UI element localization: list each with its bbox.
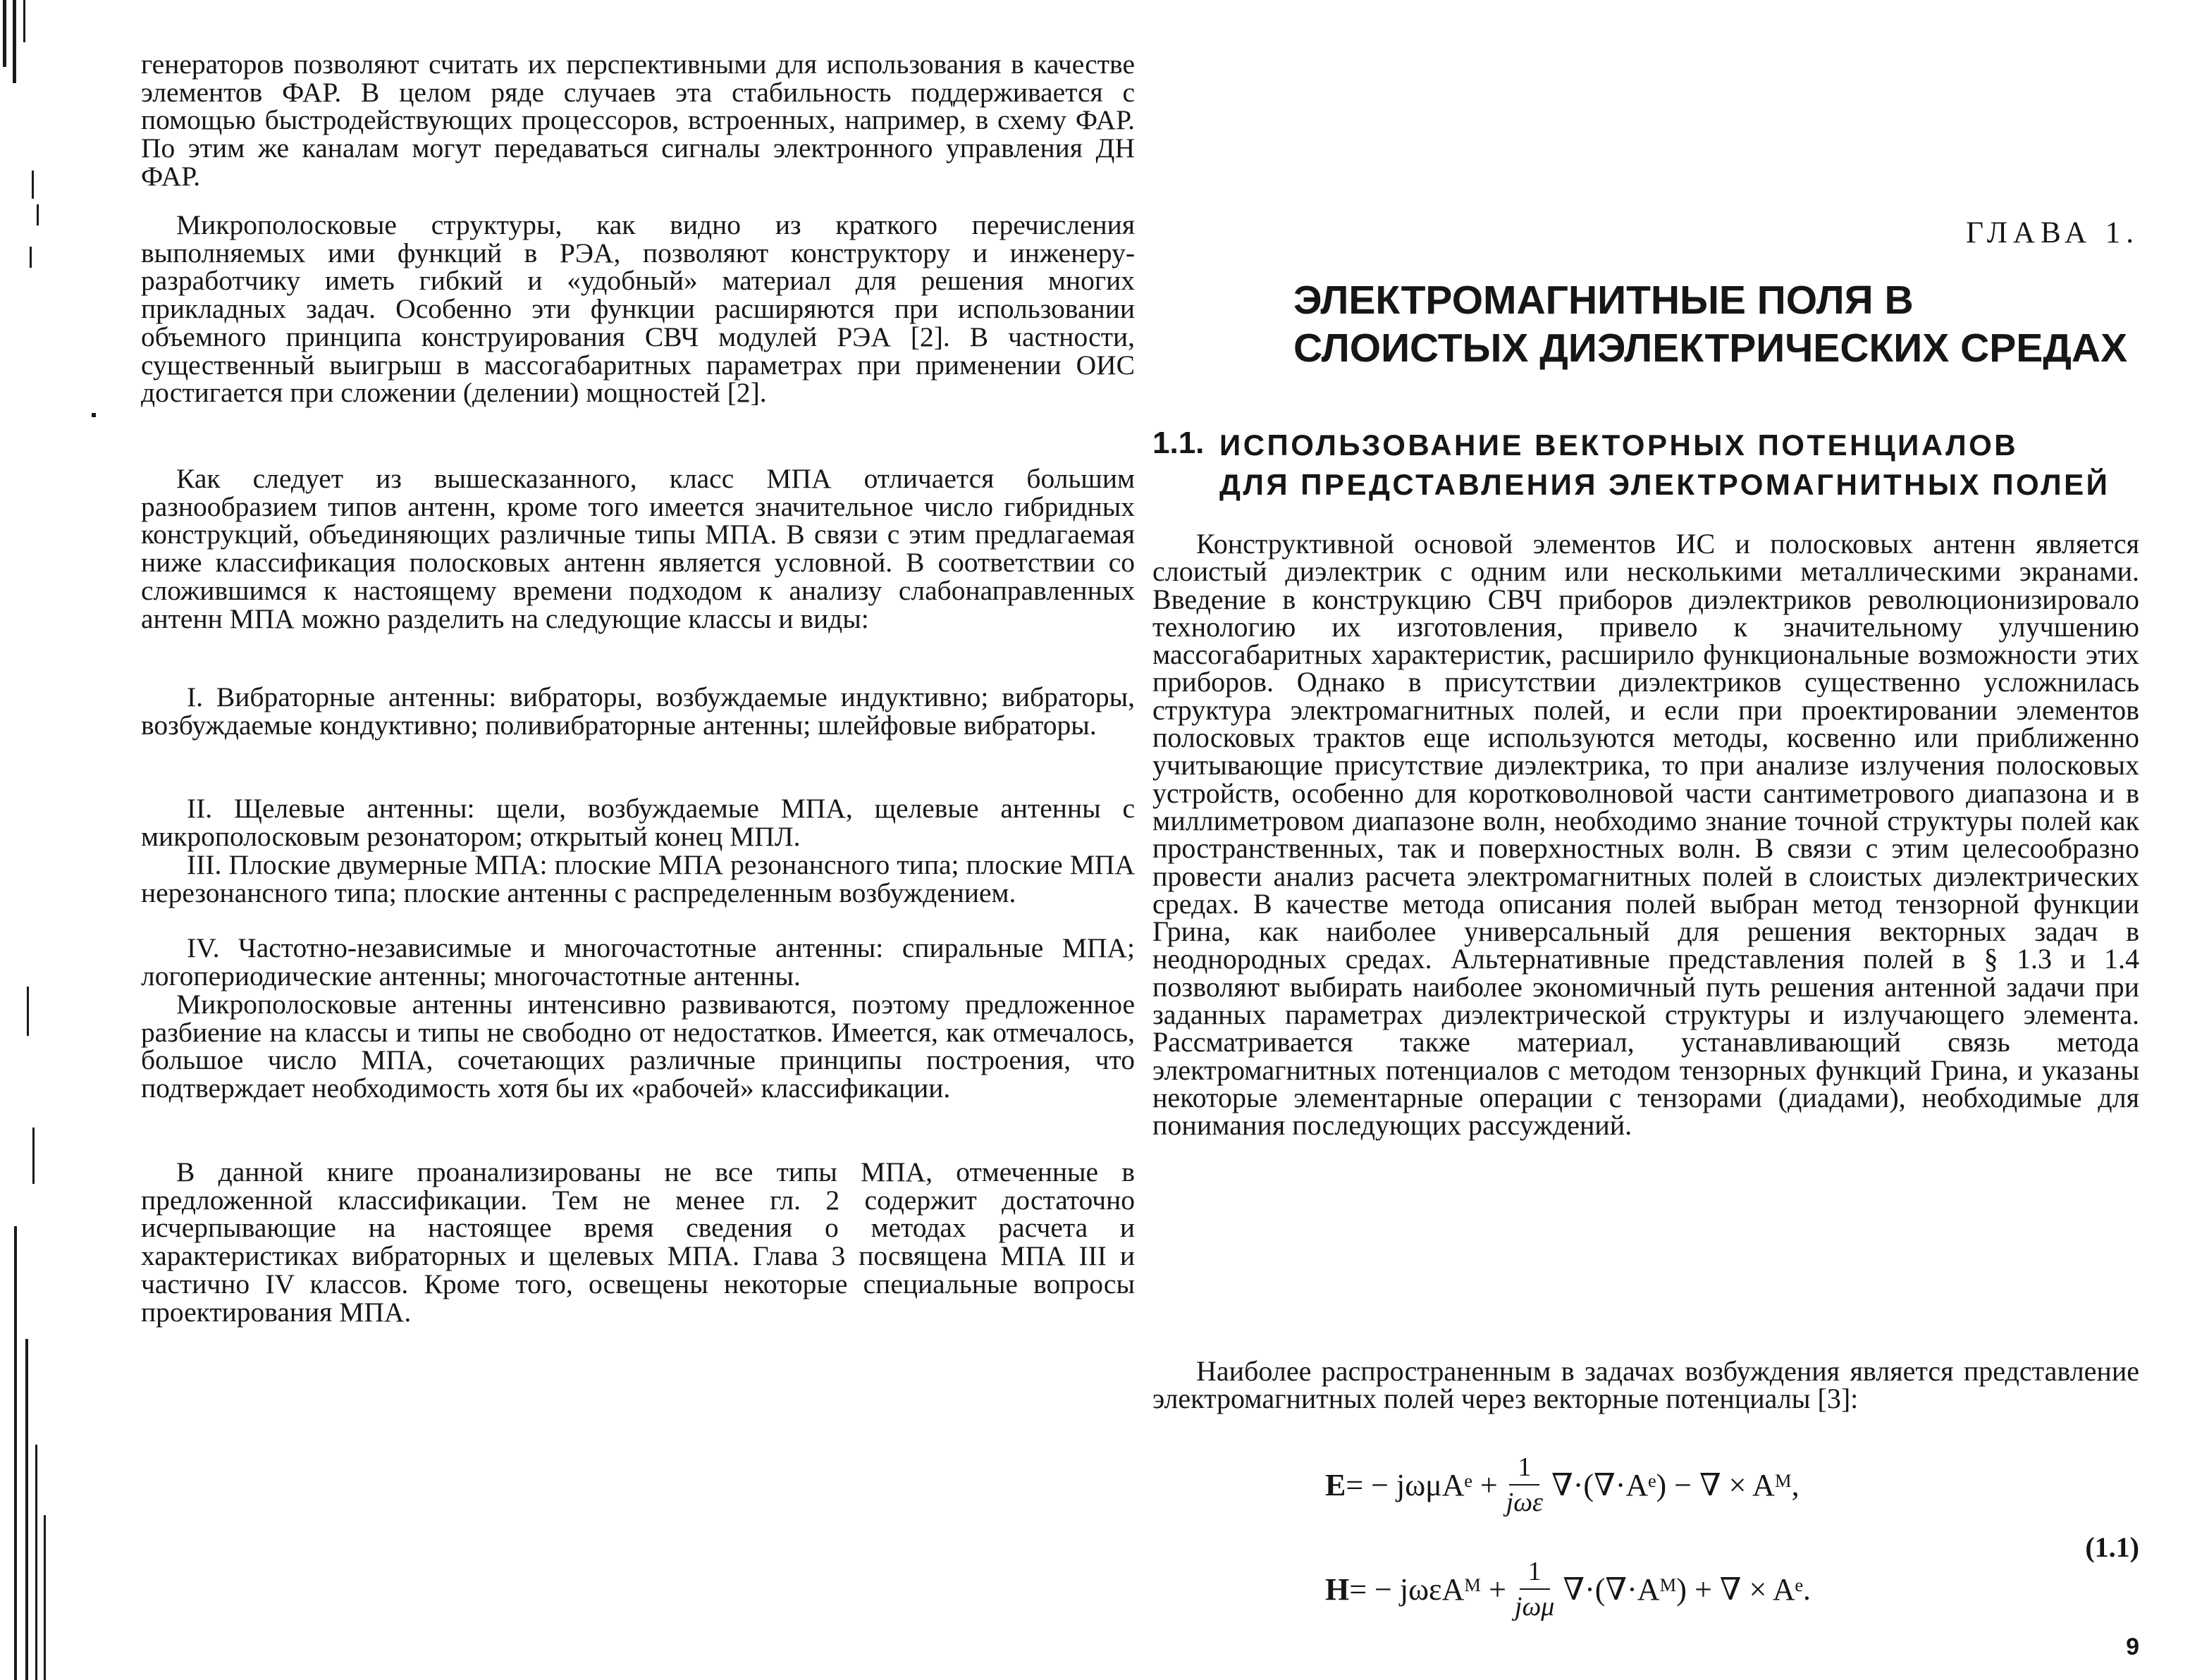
paragraph-mpa-class: Как следует из вышесказанного, класс МПА отличается большим разнообразием типов антенн, кроме того имеется значительное число гибридных конструкций, объединяющих различные типы МПА. В связи с этим предлагаемая ниже классификация полосковых антенн является условной. В соответствии со сложившимся к настоящему времени подходом к анализу слабонаправленных антенн МПА можно разделить на следующие классы и виды:: [141, 463, 1135, 634]
equation-h-field: [1325, 1556, 1811, 1622]
class-item-3: III. Плоские двумерные МПА: плоские МПА резонансного типа; плоские МПА нерезонансного типа; плоские антенны с распределенным возбуждением.: [141, 849, 1135, 908]
equation-block: [1152, 1452, 2139, 1635]
equation-e-fraction: [1506, 1452, 1543, 1518]
paragraph-book-contents: В данной книге проанализированы не все типы МПА, отмеченные в предложенной классификации. Тем не менее гл. 2 содержит достаточно исчерпывающие на настоящее время сведения о методах расчета и характеристиках вибраторных и щелевых МПА. Глава 3 посвящена МПА III и частично IV классов. Кроме того, освещены некоторые специальные вопросы проектирования МПА.: [141, 1156, 1135, 1328]
equation-e-part1: = − jωμAᵉ +: [1346, 1467, 1498, 1502]
paragraph-oscillators: генераторов позволяют считать их перспективными для использования в качестве элементов ФАР. В целом ряде случаев эта стабильность поддерживается с помощью быстродействующих процессоров, встроенных, например, в схему ФАР. По этим же каналам могут передаваться сигналы электронного управления ДН ФАР.: [141, 49, 1135, 192]
equation-e-denominator: jωε: [1506, 1488, 1544, 1517]
equation-h-part2: ∇·(∇·Aᴹ) + ∇ × Aᵉ.: [1563, 1571, 1811, 1607]
equation-h-part1: = − jωεAᴹ +: [1349, 1571, 1506, 1607]
equation-h-lhs: H: [1325, 1571, 1350, 1607]
equation-h-numerator: 1: [1520, 1556, 1550, 1590]
equation-number: (1.1): [2085, 1531, 2139, 1563]
paragraph-vector-potentials: Наиболее распространенным в задачах возбуждения является представление электромагнитных полей через векторные потенциалы [3]:: [1152, 1355, 2139, 1415]
paragraph-constructive-basis: Конструктивной основой элементов ИС и полосковых антенн является слоистый диэлектрик с одним или несколькими металлическими экранами. Введение в конструкцию СВЧ приборов диэлектриков революционизировало технологию их изготовления, привело к значительному улучшению массогабаритных характеристик, расширило функциональные возможности этих приборов. Однако в присутствии диэлектриков существенно усложнилась структура электромагнитных полей, и если при проектировании элементов полосковых трактов еще используются методы, косвенно или приближенно учитывающие присутствие диэлектрика, то при анализе излучения полосковых устройств, особенно для коротковолновой части сантиметрового диапазона и в миллиметровом диапазоне волн, необходимо знание точной структуры полей как пространственных, так и поверхностных волн. В связи с этим целесообразно провести анализ расчета электромагнитных полей в слоистых диэлектрических средах. В качестве метода описания полей выбран метод тензорной функции Грина, как наиболее универсальный для решения векторных задач в неоднородных средах. Альтернативные представления полей в § 1.3 и 1.4 позволяют выбирать наиболее экономичный путь решения антенной задачи при заданных параметрах диэлектрической структуры и излучающего элемента. Рассматривается также материал, устанавливающий связь метода электромагнитных потенциалов с методом тензорных функций Грина, и указаны некоторые элементарные операции с тензорами (диадами), необходимые для понимания последующих рассуждений.: [1152, 528, 2139, 1142]
section-title-line-2: ДЛЯ ПРЕДСТАВЛЕНИЯ ЭЛЕКТРОМАГНИТНЫХ ПОЛЕЙ: [1219, 468, 2110, 501]
equation-e-numerator: 1: [1509, 1452, 1539, 1486]
chapter-title: ЭЛЕКТРОМАГНИТНЫЕ ПОЛЯ В СЛОИСТЫХ ДИЭЛЕКТРИЧЕСКИХ СРЕДАХ: [1293, 278, 2128, 371]
section-title-line-1: ИСПОЛЬЗОВАНИЕ ВЕКТОРНЫХ ПОТЕНЦИАЛОВ: [1219, 428, 2019, 462]
binding-gutter: [0, 0, 70, 1680]
paragraph-development: Микрополосковые антенны интенсивно развиваются, поэтому предложенное разбиение на классы и типы не свободно от недостатков. Имеется, как отмечалось, большое число МПА, сочетающих различные принципы построения, что подтверждает необходимость хотя бы их «рабочей» классификации.: [141, 989, 1135, 1104]
section-title: [1219, 426, 2157, 505]
equation-h-fraction: [1515, 1556, 1554, 1622]
equation-e-lhs: E: [1325, 1467, 1346, 1502]
equation-h-denominator: jωμ: [1514, 1592, 1555, 1622]
class-item-1: I. Вибраторные антенны: вибраторы, возбуждаемые индуктивно; вибраторы, возбуждаемые кондуктивно; поливибраторные антенны; шлейфовые вибраторы.: [141, 681, 1135, 741]
class-item-4: IV. Частотно-независимые и многочастотные антенны: спиральные МПА; логопериодические антенны; многочастотные антенны.: [141, 932, 1135, 992]
class-item-2: II. Щелевые антенны: щели, возбуждаемые МПА, щелевые антенны с микрополосковым резонатором; открытый конец МПЛ.: [141, 793, 1135, 852]
chapter-label: ГЛАВА 1.: [1966, 216, 2139, 249]
equation-e-part2: ∇·(∇·Aᵉ) − ∇ × Aᴹ,: [1551, 1467, 1800, 1502]
equation-e-field: [1325, 1452, 1800, 1518]
section-number: 1.1.: [1152, 426, 1205, 460]
paragraph-microstrip-structures: Микрополосковые структуры, как видно из краткого перечисления выполняемых ими функций в РЭА, позволяют конструктору и инженеру-разработчику иметь гибкий и «удобный» материал для решения многих прикладных задач. Особенно эти функции расширяются при использовании объемного принципа конструирования СВЧ модулей РЭА [2]. В частности, существенный выигрыш в массогабаритных параметрах при применении ОИС достигается при сложении (делении) мощностей [2].: [141, 209, 1135, 409]
page-number: 9: [2126, 1633, 2139, 1660]
